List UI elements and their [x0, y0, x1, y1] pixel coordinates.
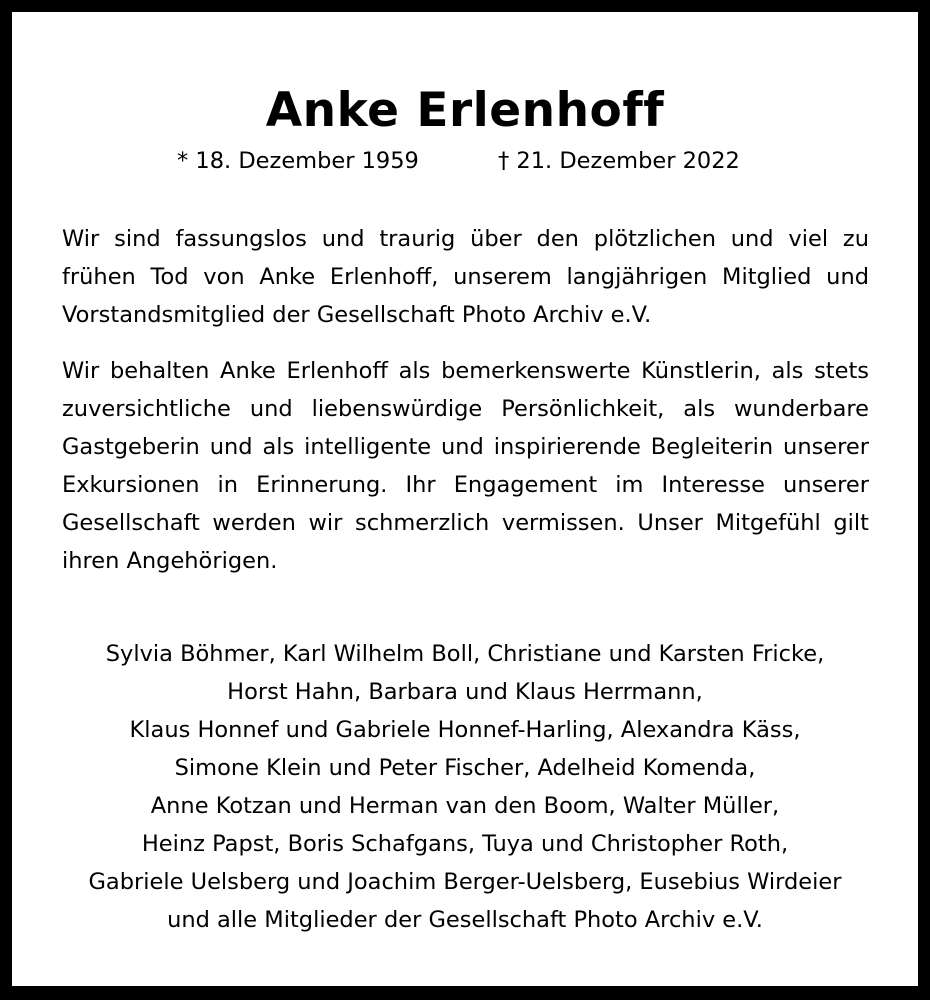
signatory-line: Gabriele Uelsberg und Joachim Berger-Uelsberg, Eusebius Wirdeier — [88, 869, 842, 895]
obituary-notice — [12, 12, 918, 986]
signatory-line: Anne Kotzan und Herman van den Boom, Walter Müller, — [150, 793, 780, 819]
signatory-line: Heinz Papst, Boris Schafgans, Tuya und Christopher Roth, — [141, 831, 789, 857]
death-date: † 21. Dezember 2022 — [498, 148, 740, 174]
signatory-line: und alle Mitglieder der Gesellschaft Photo Archiv e.V. — [167, 907, 763, 933]
condolence-paragraph: Wir sind fassungslos und traurig über den plötzlichen und viel zu frühen Tod von Anke Erlenhoff, unserem langjährigen Mitglied und Vorstandsmitglied der Gesellschaft Photo Archiv e.V. — [62, 226, 869, 328]
signatory-line: Simone Klein und Peter Fischer, Adelheid Komenda, — [174, 755, 756, 781]
signatory-line: Sylvia Böhmer, Karl Wilhelm Boll, Christiane und Karsten Fricke, — [105, 641, 825, 667]
birth-date: * 18. Dezember 1959 — [177, 148, 419, 174]
signatory-line: Horst Hahn, Barbara und Klaus Herrmann, — [227, 679, 703, 705]
signatory-line: Klaus Honnef und Gabriele Honnef-Harling, Alexandra Käss, — [129, 717, 801, 743]
remembrance-paragraph: Wir behalten Anke Erlenhoff als bemerkenswerte Künstlerin, als stets zuversichtliche und liebenswürdige Persönlichkeit, als wunderbare Gastgeberin und als intelligente und inspirierende Begleiterin unserer Exkursionen in Erinnerung. Ihr Engagement im Interesse unserer Gesellschaft werden wir schmerzlich vermissen. Unser Mitgefühl gilt ihren Angehörigen. — [62, 358, 869, 574]
deceased-name-heading: Anke Erlenhoff — [265, 83, 665, 138]
signatories-list — [42, 635, 888, 939]
